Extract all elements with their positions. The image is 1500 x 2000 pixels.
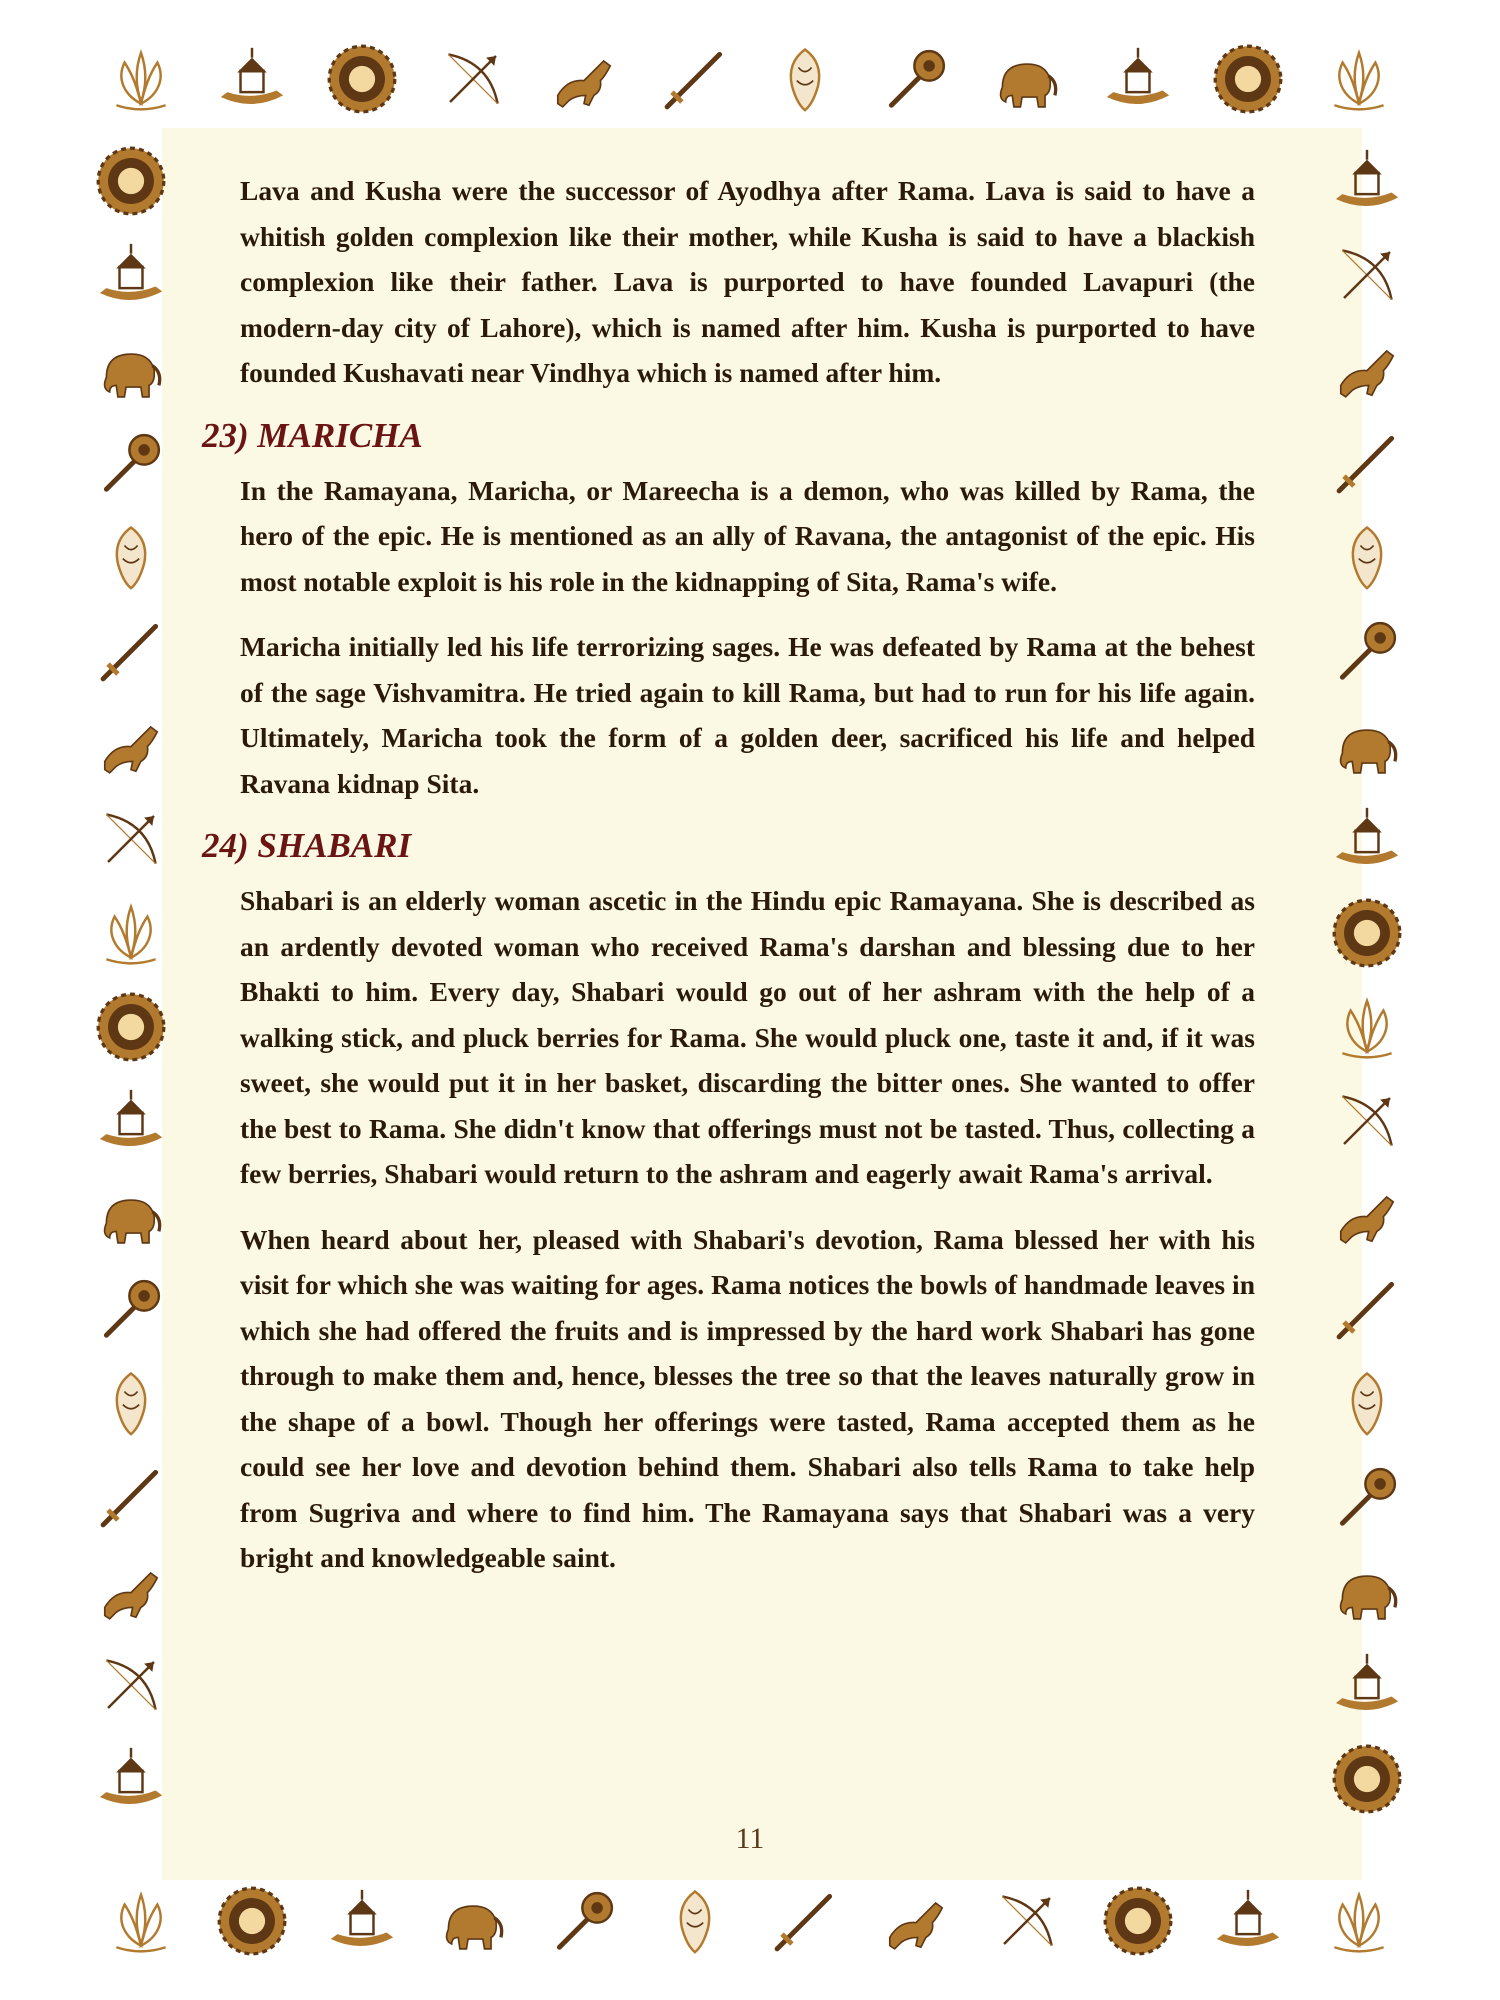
lotus-icon (100, 38, 182, 120)
temple-boat-icon (1207, 1880, 1289, 1962)
sun-chakra-icon (321, 38, 403, 120)
temple-boat-icon (90, 1080, 172, 1162)
elephant-icon (90, 1174, 172, 1256)
conch-icon (90, 1362, 172, 1444)
conch-icon (1326, 516, 1408, 598)
lotus-icon (1326, 986, 1408, 1068)
sun-chakra-icon (90, 140, 172, 222)
temple-boat-icon (90, 1738, 172, 1820)
sword-icon (90, 1456, 172, 1538)
horse-icon (875, 1880, 957, 1962)
elephant-icon (90, 328, 172, 410)
page-content (202, 168, 1255, 1581)
sword-icon (1326, 422, 1408, 504)
bow-arrow-icon (986, 1880, 1068, 1962)
section-heading-maricha: 23) MARICHA (202, 415, 423, 455)
temple-boat-icon (1326, 1644, 1408, 1726)
conch-icon (654, 1880, 736, 1962)
lotus-icon (1318, 1880, 1400, 1962)
page-number: 11 (735, 1822, 765, 1855)
temple-boat-icon (321, 1880, 403, 1962)
mace-icon (875, 38, 957, 120)
sword-icon (90, 610, 172, 692)
elephant-icon (1326, 704, 1408, 786)
mace-icon (543, 1880, 625, 1962)
sword-icon (764, 1880, 846, 1962)
sun-chakra-icon (1207, 38, 1289, 120)
elephant-icon (986, 38, 1068, 120)
temple-boat-icon (90, 234, 172, 316)
sun-chakra-icon (211, 1880, 293, 1962)
horse-icon (1326, 328, 1408, 410)
lotus-icon (90, 892, 172, 974)
temple-boat-icon (1326, 140, 1408, 222)
horse-icon (90, 704, 172, 786)
section-heading-shabari: 24) SHABARI (202, 826, 412, 865)
elephant-icon (432, 1880, 514, 1962)
mace-icon (90, 422, 172, 504)
elephant-icon (1326, 1550, 1408, 1632)
sun-chakra-icon (1326, 892, 1408, 974)
bow-arrow-icon (432, 38, 514, 120)
conch-icon (764, 38, 846, 120)
bow-arrow-icon (1326, 1080, 1408, 1162)
shabari-paragraph-2: When heard about her, pleased with Shabari's devotion, Rama blessed her with his visit for which she was waiting for ages. Rama notices the bowls of handmade leaves in which she had offered the fruits and is impressed by the hard work Shabari has gone through to make them and, hence, blesses the tree so that the leaves naturally grow in the shape of a bowl. Though her offerings were tasted, Rama accepted them as he could see her love and devotion behind them. Shabari also tells Rama to take help from Sugriva and where to find him. The Ramayana says that Shabari was a very bright and knowledgeable saint. (240, 1223, 1255, 1573)
shabari-paragraph-1: Shabari is an elderly woman ascetic in the Hindu epic Ramayana. She is described as an ardently devoted woman who received Rama's darshan and blessing due to her Bhakti to him. Every day, Shabari would go out of her ashram with the help of a walking stick, and pluck berries for Rama. She would pluck one, taste it and, if it was sweet, she would put it in her basket, discarding the bitter ones. She wanted to offer the best to Rama. She didn't know that offerings must not be tasted. Thus, collecting a few berries, Shabari would return to the ashram and eagerly await Rama's arrival. (240, 885, 1255, 1189)
sun-chakra-icon (90, 986, 172, 1068)
bow-arrow-icon (90, 798, 172, 880)
maricha-paragraph-2: Maricha initially led his life terrorizing sages. He was defeated by Rama at the behest of the sage Vishvamitra. He tried again to kill Rama, but had to run for his life again. Ultimately, Maricha took the form of a golden deer, sacrificed his life and helped Ravana kidnap Sita. (240, 631, 1255, 799)
intro-paragraph: Lava and Kusha were the successor of Ayodhya after Rama. Lava is said to have a whitish golden complexion like their mother, while Kusha is said to have a blackish complexion like their father. Lava is purported to have founded Lavapuri (the modern-day city of Lahore), which is named after him. Kusha is purported to have founded Kushavati near Vindhya which is named after him. (240, 175, 1255, 388)
conch-icon (1326, 1362, 1408, 1444)
bow-arrow-icon (1326, 234, 1408, 316)
maricha-paragraph-1: In the Ramayana, Maricha, or Mareecha is a demon, who was killed by Rama, the hero of the epic. He is mentioned as an ally of Ravana, the antagonist of the epic. His most notable exploit is his role in the kidnapping of Sita, Rama's wife. (240, 474, 1255, 597)
temple-boat-icon (1097, 38, 1179, 120)
temple-boat-icon (211, 38, 293, 120)
horse-icon (543, 38, 625, 120)
mace-icon (1326, 610, 1408, 692)
sword-icon (654, 38, 736, 120)
lotus-icon (1318, 38, 1400, 120)
mace-icon (1326, 1456, 1408, 1538)
horse-icon (1326, 1174, 1408, 1256)
sword-icon (1326, 1268, 1408, 1350)
horse-icon (90, 1550, 172, 1632)
bow-arrow-icon (90, 1644, 172, 1726)
lotus-icon (100, 1880, 182, 1962)
sun-chakra-icon (1326, 1738, 1408, 1820)
temple-boat-icon (1326, 798, 1408, 880)
mace-icon (90, 1268, 172, 1350)
conch-icon (90, 516, 172, 598)
sun-chakra-icon (1097, 1880, 1179, 1962)
